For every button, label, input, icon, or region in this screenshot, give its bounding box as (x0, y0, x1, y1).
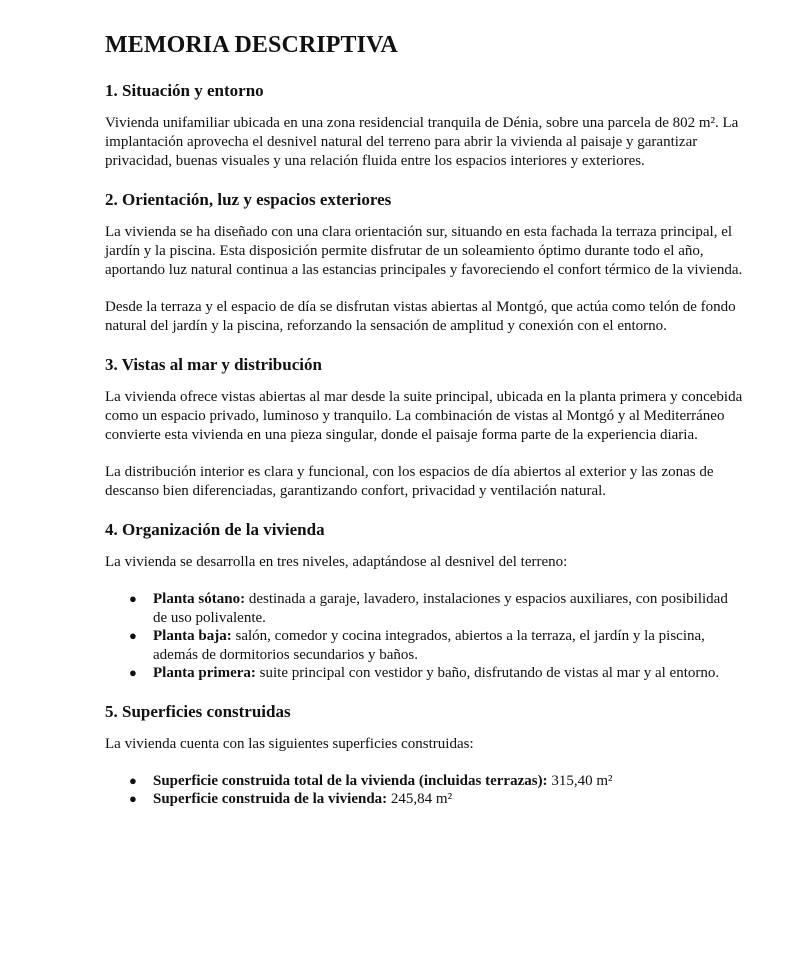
paragraph: La distribución interior es clara y funcional, con los espacios de día abiertos al exterior y las zonas de descanso bien diferenciadas, garantizando confort, privacidad y ventilación natural. (105, 464, 714, 499)
paragraph: La vivienda cuenta con las siguientes superficies construidas: (105, 735, 474, 752)
list-item-text: 245,84 m² (387, 791, 453, 807)
paragraph: La vivienda ofrece vistas abiertas al mar desde la suite principal, ubicada en la planta primera y concebida como un espacio privado, luminoso y tranquilo. La combinación de vistas al Montgó y al Mediterráneo convierte esta vivienda en una pieza singular, donde el paisaje forma parte de la experiencia diaria. (105, 389, 743, 443)
list-item-text: suite principal con vestidor y baño, disfrutando de vistas al mar y al entorno. (255, 665, 720, 681)
section-heading: 5. Superficies construidas (105, 701, 291, 721)
section-heading: 2. Orientación, luz y espacios exteriores (105, 190, 392, 209)
bullet-list (105, 772, 745, 809)
list-item-label: Planta primera: (153, 665, 256, 681)
section-situacion (105, 80, 745, 171)
bullet-icon: ● (129, 791, 137, 806)
bullet-list (105, 590, 745, 683)
section-heading: 4. Organización de la vivienda (105, 520, 325, 539)
list-item (129, 772, 745, 791)
paragraph: Vivienda unifamiliar ubicada en una zona residencial tranquila de Dénia, sobre una parcela de 802 m². La implantación aprovecha el desnivel natural del terreno para abrir la vivienda al paisaje y garantizar privacidad, buenas visuales y una relación fluida entre los espacios interiores y exteriores. (105, 115, 739, 169)
list-item-label: Planta sótano: (153, 591, 246, 607)
section-orientacion (105, 189, 745, 336)
list-item-label: Superficie construida de la vivienda: (153, 791, 388, 807)
bullet-icon: ● (129, 591, 137, 606)
list-item-label: Planta baja: (153, 628, 232, 644)
paragraph: Desde la terraza y el espacio de día se disfrutan vistas abiertas al Montgó, que actúa como telón de fondo natural del jardín y la piscina, reforzando la sensación de amplitud y conexión con el entorno. (105, 299, 736, 334)
list-item-label: Superficie construida total de la vivienda (incluidas terrazas): (153, 772, 548, 789)
paragraph: La vivienda se ha diseñado con una clara orientación sur, situando en esta fachada la terraza principal, el jardín y la piscina. Esta disposición permite disfrutar de un soleamiento óptimo durante todo el año, aportando luz natural continua a las estancias principales y favoreciendo el confort térmico de la vivienda. (105, 224, 743, 278)
list-item-text: 315,40 m² (547, 772, 613, 789)
section-heading: 1. Situación y entorno (105, 81, 264, 100)
list-item-text: destinada a garaje, lavadero, instalaciones y espacios auxiliares, con posibilidad de uso polivalente. (153, 591, 728, 626)
document-title: MEMORIA DESCRIPTIVA (105, 32, 398, 58)
list-item (129, 664, 745, 683)
list-item-text: salón, comedor y cocina integrados, abiertos a la terraza, el jardín y la piscina, además de dormitorios secundarios y baños. (153, 628, 705, 663)
list-item (129, 627, 745, 664)
bullet-icon: ● (129, 665, 137, 680)
section-heading: 3. Vistas al mar y distribución (105, 355, 322, 374)
list-item (129, 590, 745, 627)
section-vistas (105, 354, 745, 501)
section-organizacion (105, 519, 745, 683)
paragraph: La vivienda se desarrolla en tres niveles, adaptándose al desnivel del terreno: (105, 554, 568, 570)
section-superficies (105, 701, 745, 809)
bullet-icon: ● (129, 772, 137, 788)
bullet-icon: ● (129, 628, 137, 643)
list-item (129, 790, 745, 809)
